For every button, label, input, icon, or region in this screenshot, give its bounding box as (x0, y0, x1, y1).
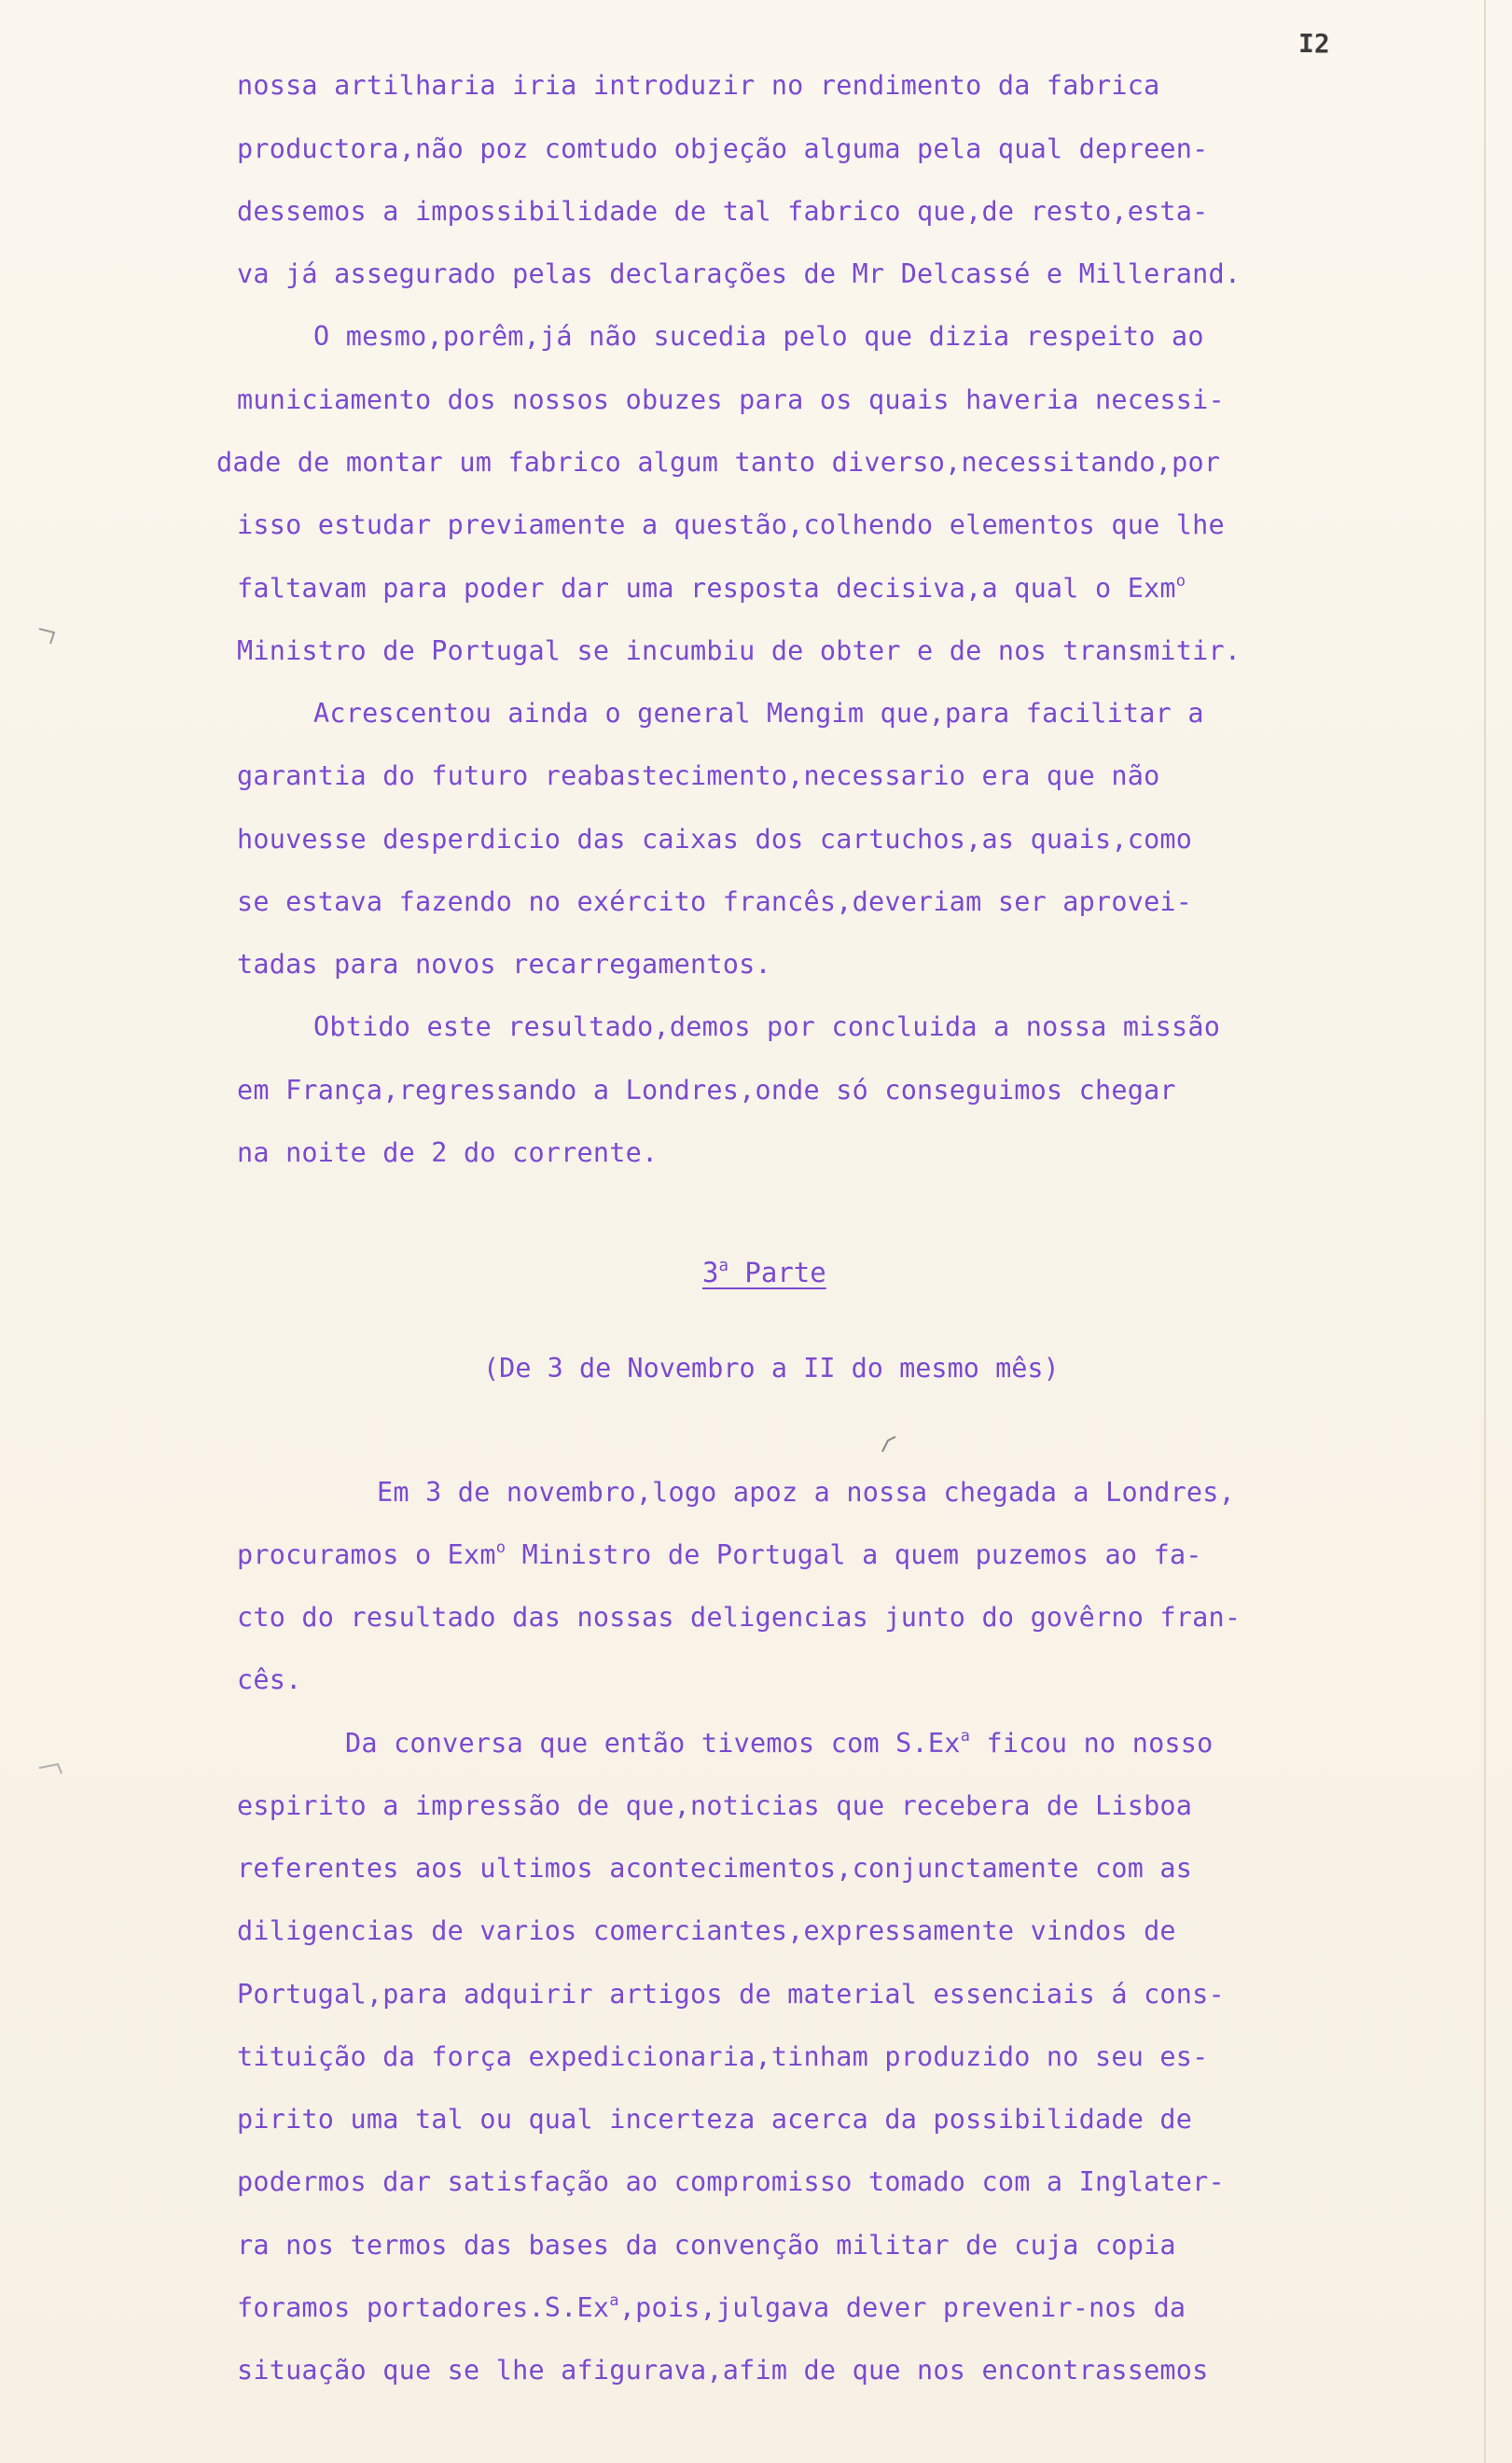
text-line: se estava fazendo no exército francês,deveriam ser aprovei- (237, 886, 1193, 917)
text-line: Acrescentou ainda o general Mengim que,para facilitar a (313, 698, 1204, 729)
text-line: espirito a impressão de que,noticias que recebera de Lisboa (237, 1790, 1193, 1821)
text-line: ra nos termos das bases da convenção militar de cuja copia (237, 2230, 1176, 2261)
text-line (237, 2289, 1186, 2327)
heading-word: Parte (728, 1257, 826, 1288)
text-segment: ficou no nosso (970, 1728, 1214, 1759)
text-segment: ,pois,julgava dever prevenir-nos da (618, 2292, 1186, 2323)
text-segment: Ministro de Portugal a quem puzemos ao fa- (506, 1539, 1202, 1570)
text-line: nossa artilharia iria introduzir no rendimento da fabrica (237, 70, 1160, 101)
superscript: o (1175, 572, 1186, 591)
text-line: dessemos a impossibilidade de tal fabrico que,de resto,esta- (237, 196, 1209, 227)
text-line: referentes aos ultimos acontecimentos,conjunctamente com as (237, 1853, 1193, 1884)
text-line: Em 3 de novembro,logo apoz a nossa chegada a Londres, (377, 1477, 1235, 1508)
text-line: situação que se lhe afigurava,afim de que nos encontrassemos (237, 2355, 1209, 2386)
text-line: tituição da força expedicionaria,tinham produzido no seu es- (237, 2041, 1209, 2072)
pencil-check-mark (879, 1435, 899, 1455)
text-line: diligencias de varios comerciantes,expressamente vindos de (237, 1915, 1176, 1946)
margin-tick-mark (37, 625, 65, 649)
superscript: a (609, 2291, 619, 2311)
text-line: em França,regressando a Londres,onde só conseguimos chegar (237, 1075, 1176, 1106)
margin-tick-mark (37, 1759, 65, 1783)
text-line (345, 1725, 1214, 1762)
text-line: Portugal,para adquirir artigos de material essenciais á cons- (237, 1979, 1225, 2010)
section-heading (702, 1254, 826, 1291)
text-line (237, 570, 1186, 607)
text-line: cês. (237, 1664, 302, 1695)
superscript: a (718, 1256, 728, 1275)
superscript: a (960, 1727, 971, 1746)
text-line: tadas para novos recarregamentos. (237, 949, 771, 980)
text-line: garantia do futuro reabastecimento,necessario era que não (237, 760, 1160, 791)
page-edge (1484, 0, 1486, 2463)
superscript: o (495, 1538, 506, 1558)
text-line: pirito uma tal ou qual incerteza acerca da possibilidade de (237, 2104, 1193, 2135)
text-line: houvesse desperdicio das caixas dos cartuchos,as quais,como (237, 824, 1193, 855)
text-line: podermos dar satisfação ao compromisso tomado com a Inglater- (237, 2166, 1225, 2197)
text-segment: foramos portadores.S.Ex (237, 2292, 610, 2323)
text-line: Ministro de Portugal se incumbiu de obter e de nos transmitir. (237, 635, 1242, 666)
text-line: Obtido este resultado,demos por concluida a nossa missão (313, 1011, 1221, 1042)
text-line: cto do resultado das nossas deligencias junto do govêrno fran- (237, 1602, 1242, 1633)
text-line: municiamento dos nossos obuzes para os quais haveria necessi- (237, 384, 1225, 415)
text-line: productora,não poz comtudo objeção alguma pela qual depreen- (237, 133, 1209, 164)
text-line (237, 1537, 1202, 1574)
text-segment: Da conversa que então tivemos com S.Ex (345, 1728, 961, 1759)
text-line: va já assegurado pelas declarações de Mr Delcassé e Millerand. (237, 258, 1242, 289)
text-line: na noite de 2 do corrente. (237, 1137, 659, 1168)
section-subheading: (De 3 de Novembro a II do mesmo mês) (483, 1353, 1060, 1384)
page-number: I2 (1298, 28, 1330, 59)
text-line: O mesmo,porêm,já não sucedia pelo que dizia respeito ao (313, 321, 1204, 352)
text-line: dade de montar um fabrico algum tanto diverso,necessitando,por (216, 447, 1221, 478)
text-segment: procuramos o Exm (237, 1539, 496, 1570)
heading-number: 3 (702, 1257, 719, 1288)
text-segment: faltavam para poder dar uma resposta decisiva,a qual o Exm (237, 573, 1176, 604)
text-line: isso estudar previamente a questão,colhendo elementos que lhe (237, 509, 1225, 540)
